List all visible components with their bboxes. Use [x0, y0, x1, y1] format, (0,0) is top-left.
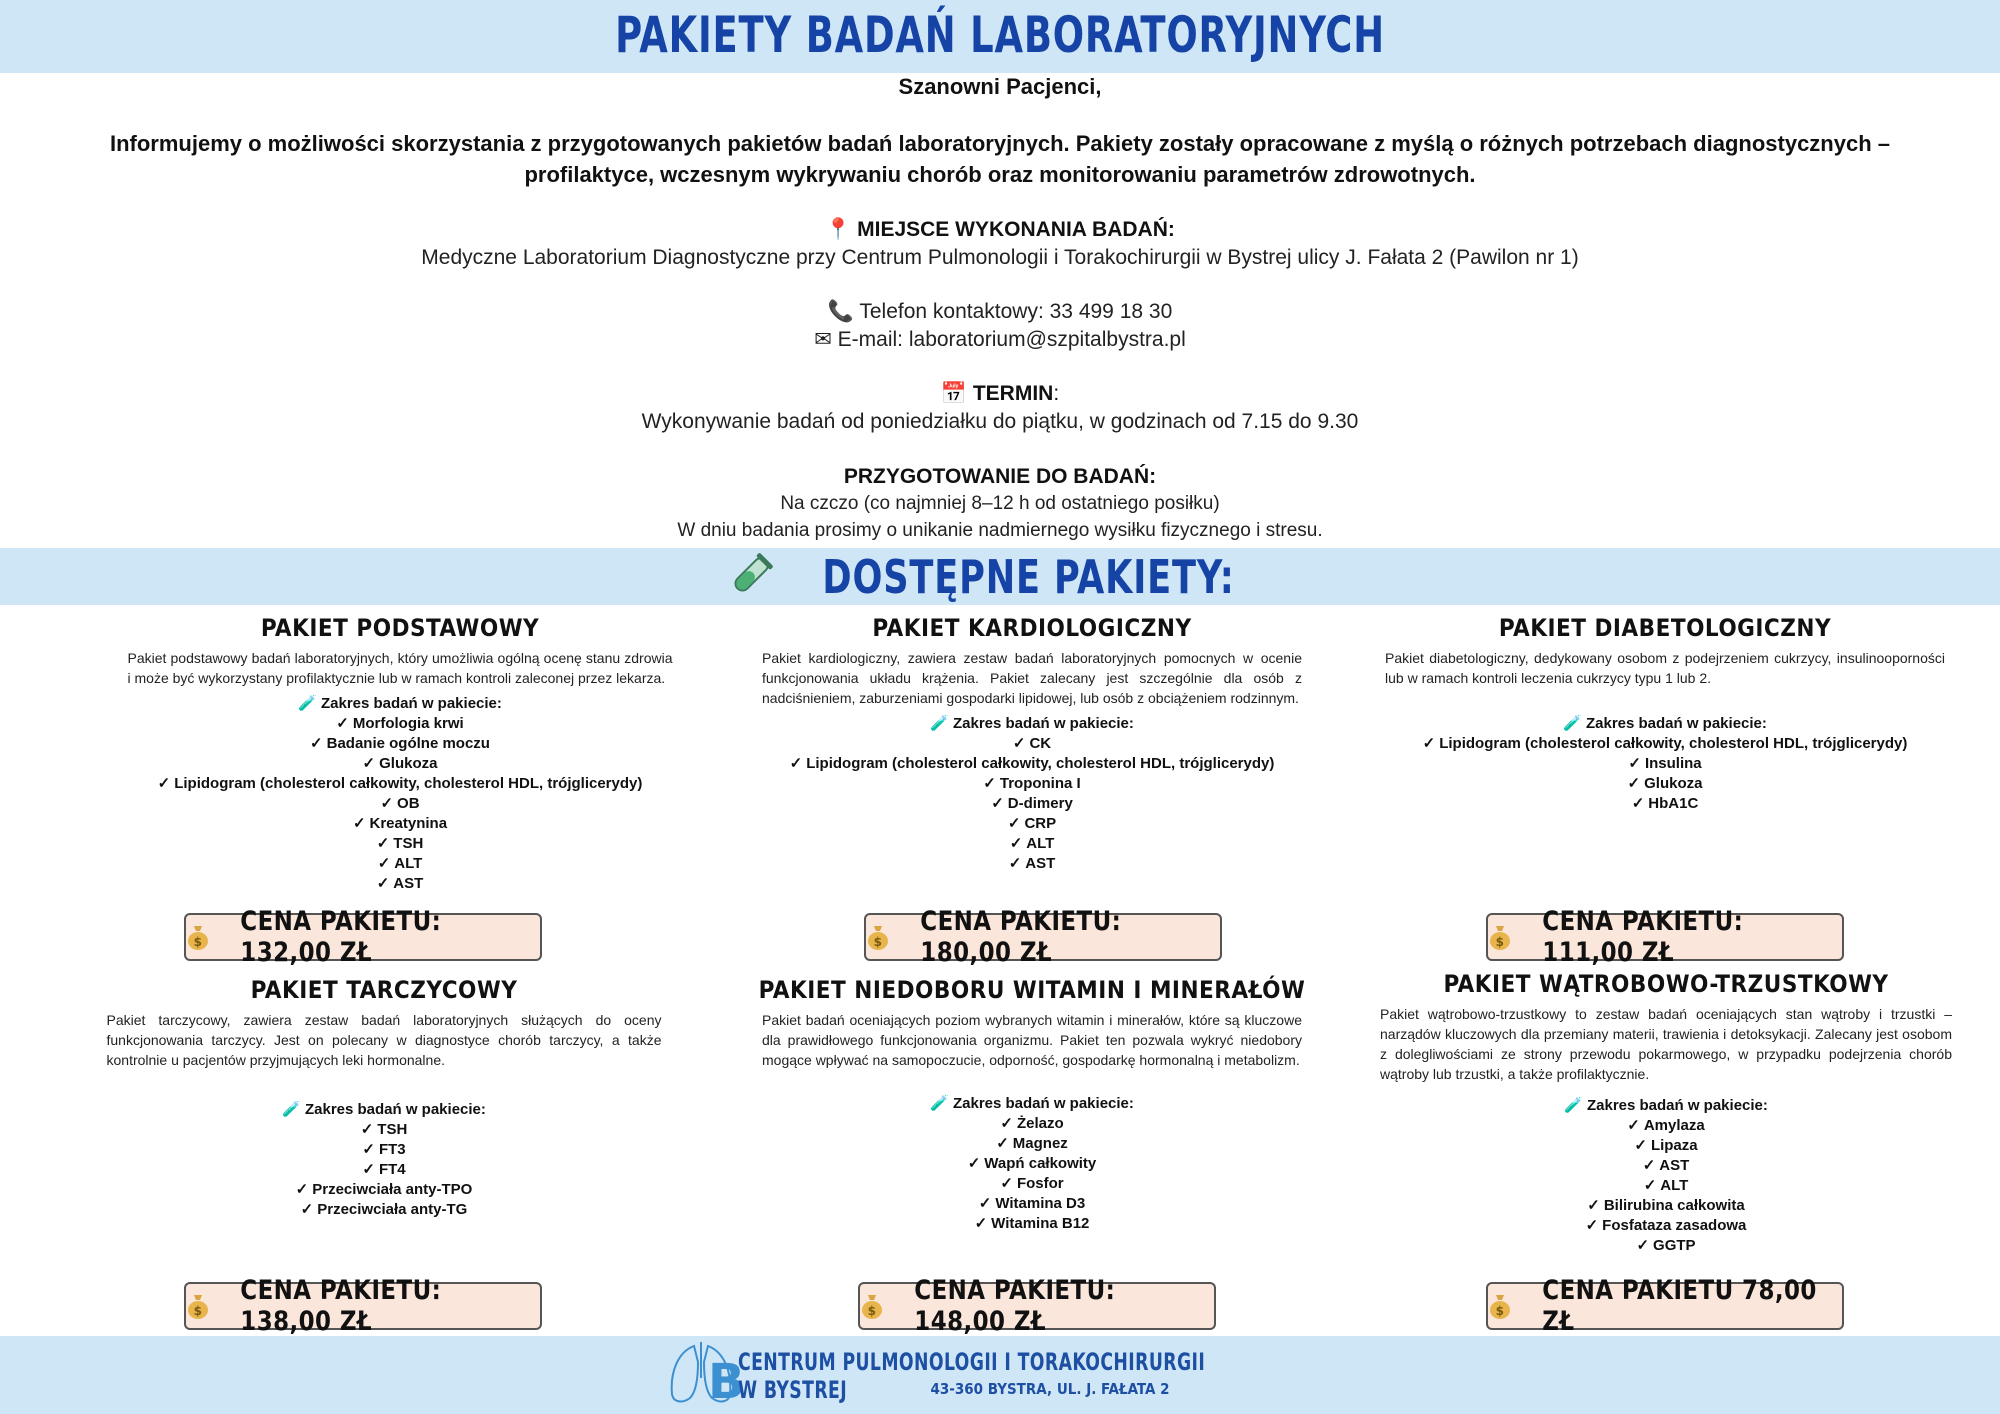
- checkmark-icon: ✓: [352, 815, 366, 832]
- place-text: Medyczne Laboratorium Diagnostyczne przy Centrum Pulmonologii i Torakochirurgii w Bystrej ulicy J. Fałata 2 (Pawilon nr 1): [421, 246, 1579, 269]
- footer-hospital-name: CENTRUM PULMONOLOGII I TORAKOCHIRURGII W BYSTREJ: [738, 1348, 1206, 1404]
- checkmark-icon: ✓: [1634, 1137, 1647, 1154]
- test-item-label: Magnez: [1012, 1135, 1068, 1152]
- checkmark-icon: ✓: [991, 795, 1004, 812]
- place-heading-text: MIEJSCE WYKONANIA BADAŃ:: [857, 218, 1175, 241]
- svg-text:$: $: [873, 935, 883, 949]
- checkmark-icon: ✓: [1000, 1175, 1013, 1192]
- test-item: [732, 1174, 1332, 1194]
- test-item-label: Witamina B12: [991, 1215, 1090, 1232]
- test-list: [732, 1114, 1332, 1234]
- test-item-label: TSH: [377, 1121, 408, 1138]
- test-item-label: HbA1C: [1648, 795, 1699, 812]
- test-item-label: Lipidogram (cholesterol całkowity, cholesterol HDL, trójglicerydy): [1439, 735, 1908, 752]
- package-liver-pancreas: [1366, 970, 1966, 1256]
- test-item-label: CRP: [1024, 815, 1057, 832]
- price-box: [858, 1275, 1216, 1337]
- price-box: [184, 1275, 542, 1337]
- test-item: [100, 814, 700, 834]
- checkmark-icon: ✓: [295, 1181, 309, 1198]
- price-box: [184, 906, 542, 968]
- checkmark-icon: ✓: [983, 775, 996, 792]
- test-item-label: OB: [397, 795, 420, 812]
- test-item: [1366, 1116, 1966, 1136]
- package-description: Pakiet wątrobowo-trzustkowy to zestaw badań oceniających stan wątroby i trzustki – narządów kluczowych dla przemiany materii, trawienia i detoksykacji. Zalecany jest osobom z dolegliwościami ze strony przewodu pokarmowego, w przypadku podejrzenia chorób wątroby lub trzustki, a także profilaktycznie.: [1380, 1006, 1952, 1082]
- test-item-label: AST: [1025, 855, 1056, 872]
- money-bag-icon: [866, 924, 890, 950]
- checkmark-icon: ✓: [996, 1135, 1009, 1152]
- term-heading: 📅 TERMIN:: [940, 382, 1060, 405]
- test-item-label: Amylaza: [1643, 1117, 1705, 1134]
- scope-label: 🧪 Zakres badań w pakiecie:: [930, 1095, 1134, 1112]
- test-item: [100, 774, 700, 794]
- test-item: [1366, 1156, 1966, 1176]
- money-bag-icon: [1488, 1293, 1512, 1319]
- test-item-label: D-dimery: [1007, 795, 1073, 812]
- test-item: [732, 734, 1332, 754]
- svg-text:$: $: [1495, 1304, 1505, 1318]
- svg-text:$: $: [1495, 935, 1505, 949]
- test-item: [1365, 794, 1965, 814]
- prep-line-1: Na czczo (co najmniej 8–12 h od ostatniego posiłku): [780, 493, 1220, 514]
- test-item: [732, 814, 1332, 834]
- checkmark-icon: ✓: [362, 755, 376, 772]
- greeting: Szanowni Pacjenci,: [898, 74, 1102, 99]
- checkmark-icon: ✓: [789, 755, 803, 772]
- test-item: [84, 1200, 684, 1220]
- test-item-label: Morfologia krwi: [352, 715, 464, 732]
- money-bag-icon: [186, 1293, 210, 1319]
- checkmark-icon: ✓: [362, 1141, 375, 1158]
- checkmark-icon: ✓: [1422, 735, 1436, 752]
- test-item-label: Badanie ogólne moczu: [326, 735, 490, 752]
- test-item-label: GGTP: [1653, 1237, 1696, 1254]
- test-item-label: FT4: [378, 1161, 406, 1178]
- test-item-label: Glukoza: [379, 755, 438, 772]
- svg-text:$: $: [193, 935, 203, 949]
- test-item: [1366, 1236, 1966, 1256]
- test-item: [732, 1154, 1332, 1174]
- test-item: [732, 794, 1332, 814]
- checkmark-icon: ✓: [157, 775, 171, 792]
- checkmark-icon: ✓: [1631, 795, 1645, 812]
- test-list: [1366, 1116, 1966, 1256]
- place-heading: [0, 218, 2000, 242]
- scope-label: 🧪 Zakres badań w pakiecie:: [282, 1101, 486, 1118]
- phone-line: [0, 300, 2000, 324]
- price-text: CENA PAKIETU: 111,00 ZŁ: [1542, 906, 1744, 968]
- hospital-logo: [664, 1338, 745, 1410]
- price-text: CENA PAKIETU: 132,00 ZŁ: [240, 906, 442, 968]
- package-cardiology: [732, 614, 1332, 874]
- checkmark-icon: ✓: [1007, 815, 1021, 832]
- price-box: [1486, 906, 1844, 968]
- checkmark-icon: ✓: [1008, 855, 1022, 872]
- checkmark-icon: ✓: [1009, 835, 1023, 852]
- test-item: [732, 774, 1332, 794]
- checkmark-icon: ✓: [376, 875, 390, 892]
- package-title: PAKIET TARCZYCOWY: [250, 976, 518, 1004]
- test-item: [1366, 1196, 1966, 1216]
- test-item-label: Lipidogram (cholesterol całkowity, cholesterol HDL, trójglicerydy): [806, 755, 1275, 772]
- test-item: [84, 1180, 684, 1200]
- test-item: [732, 854, 1332, 874]
- price-box: [864, 906, 1222, 968]
- test-item-label: Fosfataza zasadowa: [1602, 1217, 1747, 1234]
- checkmark-icon: ✓: [1636, 1237, 1650, 1254]
- price-text: CENA PAKIETU: 180,00 ZŁ: [920, 906, 1122, 968]
- available-packages-title: [0, 550, 2000, 609]
- footer-address: 43-360 BYSTRA, UL. J. FAŁATA 2: [930, 1380, 1170, 1398]
- prep-line-2: W dniu badania prosimy o unikanie nadmiernego wysiłku fizycznego i stresu.: [677, 520, 1323, 541]
- test-item-label: Wapń całkowity: [984, 1155, 1097, 1172]
- checkmark-icon: ✓: [978, 1195, 992, 1212]
- test-item: [732, 1114, 1332, 1134]
- scope-label: 🧪 Zakres badań w pakiecie:: [930, 715, 1134, 732]
- test-tube-icon: 🧪: [930, 1095, 949, 1112]
- checkmark-icon: ✓: [1627, 775, 1641, 792]
- test-item: [100, 854, 700, 874]
- test-tube-icon: 🧪: [298, 695, 317, 712]
- test-item-label: TSH: [393, 835, 424, 852]
- test-tube-icon: 🧪: [1563, 715, 1582, 732]
- phone-text: Telefon kontaktowy: 33 499 18 30: [859, 300, 1173, 323]
- test-item-label: Żelazo: [1016, 1115, 1064, 1132]
- test-item-label: Kreatynina: [369, 815, 448, 832]
- price-text: CENA PAKIETU: 148,00 ZŁ: [914, 1275, 1116, 1337]
- calendar-icon: 📅: [940, 382, 967, 405]
- prep-heading: PRZYGOTOWANIE DO BADAŃ:: [843, 465, 1157, 488]
- package-title: PAKIET NIEDOBORU WITAMIN I MINERAŁÓW: [758, 976, 1306, 1004]
- test-item-label: AST: [393, 875, 424, 892]
- email-text[interactable]: E-mail: laboratorium@szpitalbystra.pl: [837, 328, 1186, 351]
- test-tube-icon: [728, 552, 774, 609]
- checkmark-icon: ✓: [1585, 1217, 1599, 1234]
- checkmark-icon: ✓: [967, 1155, 981, 1172]
- package-description: Pakiet badań oceniających poziom wybranych witamin i minerałów, które są kluczowe dla prawidłowego funkcjonowania organizmu. Pakiet ten pozwala wykryć niedobory mogące wpływać na samopoczucie, odporność, gospodarkę hormonalną i metabolizm.: [762, 1012, 1302, 1068]
- test-item: [1365, 754, 1965, 774]
- test-list: [732, 734, 1332, 874]
- test-item-label: AST: [1659, 1157, 1690, 1174]
- package-vitamins-minerals: [732, 976, 1332, 1234]
- checkmark-icon: ✓: [376, 835, 390, 852]
- test-item-label: ALT: [1660, 1177, 1689, 1194]
- test-item: [1365, 774, 1965, 794]
- test-tube-icon: 🧪: [1564, 1097, 1583, 1114]
- checkmark-icon: ✓: [362, 1161, 375, 1178]
- checkmark-icon: ✓: [1012, 735, 1026, 752]
- package-description: Pakiet kardiologiczny, zawiera zestaw badań laboratoryjnych pomocnych w ocenie funkcjonowania układu krążenia. Pakiet zalecany jest szczególnie dla osób z nadciśnieniem, zaburzeniami gospodarki lipidowej, lub osób z obciążeniem rodzinnym.: [762, 650, 1302, 706]
- test-item-label: Przeciwciała anty-TPO: [312, 1181, 473, 1198]
- test-item-label: FT3: [378, 1141, 406, 1158]
- checkmark-icon: ✓: [1628, 755, 1641, 772]
- test-item-label: ALT: [1026, 835, 1055, 852]
- svg-text:$: $: [193, 1304, 203, 1318]
- test-tube-icon: 🧪: [282, 1101, 301, 1118]
- test-item-label: Fosfor: [1016, 1175, 1064, 1192]
- scope-label: 🧪 Zakres badań w pakiecie:: [298, 695, 502, 712]
- test-item: [1365, 734, 1965, 754]
- test-item: [100, 834, 700, 854]
- checkmark-icon: ✓: [1000, 1115, 1013, 1132]
- pin-icon: 📍: [825, 218, 852, 241]
- svg-text:B: B: [708, 1354, 745, 1410]
- test-item-label: Glukoza: [1644, 775, 1703, 792]
- test-item: [84, 1120, 684, 1140]
- package-description: Pakiet diabetologiczny, dedykowany osobom z podejrzeniem cukrzycy, insulinooporności lub w ramach kontroli leczenia cukrzycy typu 1 lub 2.: [1385, 650, 1945, 686]
- mail-icon: ✉: [814, 328, 832, 351]
- test-item: [732, 1134, 1332, 1154]
- money-bag-icon: [1488, 924, 1512, 950]
- package-description: Pakiet tarczycowy, zawiera zestaw badań laboratoryjnych służących do oceny funkcjonowania tarczycy. Jest on polecany w diagnostyce chorób tarczycy, a także kontrolnie u pacjentów przyjmujących leki hormonalne.: [106, 1012, 662, 1068]
- test-item-label: Bilirubina całkowita: [1603, 1197, 1745, 1214]
- test-item: [84, 1160, 684, 1180]
- package-thyroid: [84, 976, 684, 1220]
- test-item: [1366, 1216, 1966, 1236]
- test-item-label: Insulina: [1644, 755, 1702, 772]
- checkmark-icon: ✓: [1643, 1177, 1657, 1194]
- phone-icon: 📞: [827, 300, 854, 323]
- test-item: [1366, 1136, 1966, 1156]
- test-item: [100, 794, 700, 814]
- money-bag-icon: [186, 924, 210, 950]
- price-text: CENA PAKIETU: 138,00 ZŁ: [240, 1275, 442, 1337]
- test-item-label: ALT: [394, 855, 423, 872]
- test-item-label: Lipaza: [1650, 1137, 1698, 1154]
- price-text: CENA PAKIETU 78,00 ZŁ: [1542, 1275, 1817, 1337]
- checkmark-icon: ✓: [300, 1201, 314, 1218]
- test-item-label: Witamina D3: [995, 1195, 1086, 1212]
- test-item-label: Lipidogram (cholesterol całkowity, cholesterol HDL, trójglicerydy): [174, 775, 643, 792]
- checkmark-icon: ✓: [1587, 1197, 1600, 1214]
- test-item-label: CK: [1029, 735, 1052, 752]
- test-item: [1366, 1176, 1966, 1196]
- term-heading-text: TERMIN: [972, 382, 1054, 405]
- package-title: PAKIET DIABETOLOGICZNY: [1498, 614, 1832, 642]
- checkmark-icon: ✓: [310, 735, 323, 752]
- intro-text: Informujemy o możliwości skorzystania z przygotowanych pakietów badań laboratoryjnych. Pakiety zostały opracowane z myślą o różnych potrzebach diagnostycznych – profilaktyce, wczesnym wykrywaniu chorób oraz monitorowaniu parametrów zdrowotnych.: [109, 131, 1890, 187]
- test-item: [732, 754, 1332, 774]
- page-title: PAKIETY BADAŃ LABORATORYJNYCH: [615, 6, 1385, 64]
- checkmark-icon: ✓: [360, 1121, 374, 1138]
- term-text: Wykonywanie badań od poniedziałku do piątku, w godzinach od 7.15 do 9.30: [641, 410, 1359, 433]
- checkmark-icon: ✓: [377, 855, 391, 872]
- package-basic: [100, 614, 700, 894]
- package-diabetology: [1365, 614, 1965, 814]
- test-tube-icon: 🧪: [930, 715, 949, 732]
- test-item: [100, 714, 700, 734]
- test-item: [100, 754, 700, 774]
- test-list: [1365, 734, 1965, 814]
- test-item: [100, 874, 700, 894]
- checkmark-icon: ✓: [380, 795, 394, 812]
- price-box: [1486, 1275, 1844, 1337]
- checkmark-icon: ✓: [974, 1215, 988, 1232]
- test-item: [84, 1140, 684, 1160]
- test-item: [732, 834, 1332, 854]
- email-line: [0, 327, 2000, 352]
- checkmark-icon: ✓: [336, 715, 349, 732]
- scope-label: 🧪 Zakres badań w pakiecie:: [1564, 1097, 1768, 1114]
- checkmark-icon: ✓: [1642, 1157, 1656, 1174]
- test-list: [100, 714, 700, 894]
- money-bag-icon: [860, 1293, 884, 1319]
- package-title: PAKIET KARDIOLOGICZNY: [872, 614, 1192, 642]
- test-item: [732, 1214, 1332, 1234]
- test-item-label: Troponina I: [999, 775, 1081, 792]
- package-title: PAKIET PODSTAWOWY: [260, 614, 540, 642]
- checkmark-icon: ✓: [1627, 1117, 1640, 1134]
- test-item: [100, 734, 700, 754]
- package-title: PAKIET WĄTROBOWO-TRZUSTKOWY: [1443, 970, 1889, 998]
- test-item: [732, 1194, 1332, 1214]
- package-description: Pakiet podstawowy badań laboratoryjnych, który umożliwia ogólną ocenę stanu zdrowia i może być wykorzystany profilaktycznie lub w ramach kontroli zaleconej przez lekarza.: [127, 650, 673, 686]
- test-list: [84, 1120, 684, 1220]
- scope-label: 🧪 Zakres badań w pakiecie:: [1563, 715, 1767, 732]
- svg-text:$: $: [867, 1304, 877, 1318]
- test-item-label: Przeciwciała anty-TG: [317, 1201, 468, 1218]
- available-title-text: DOSTĘPNE PAKIETY:: [822, 550, 1236, 604]
